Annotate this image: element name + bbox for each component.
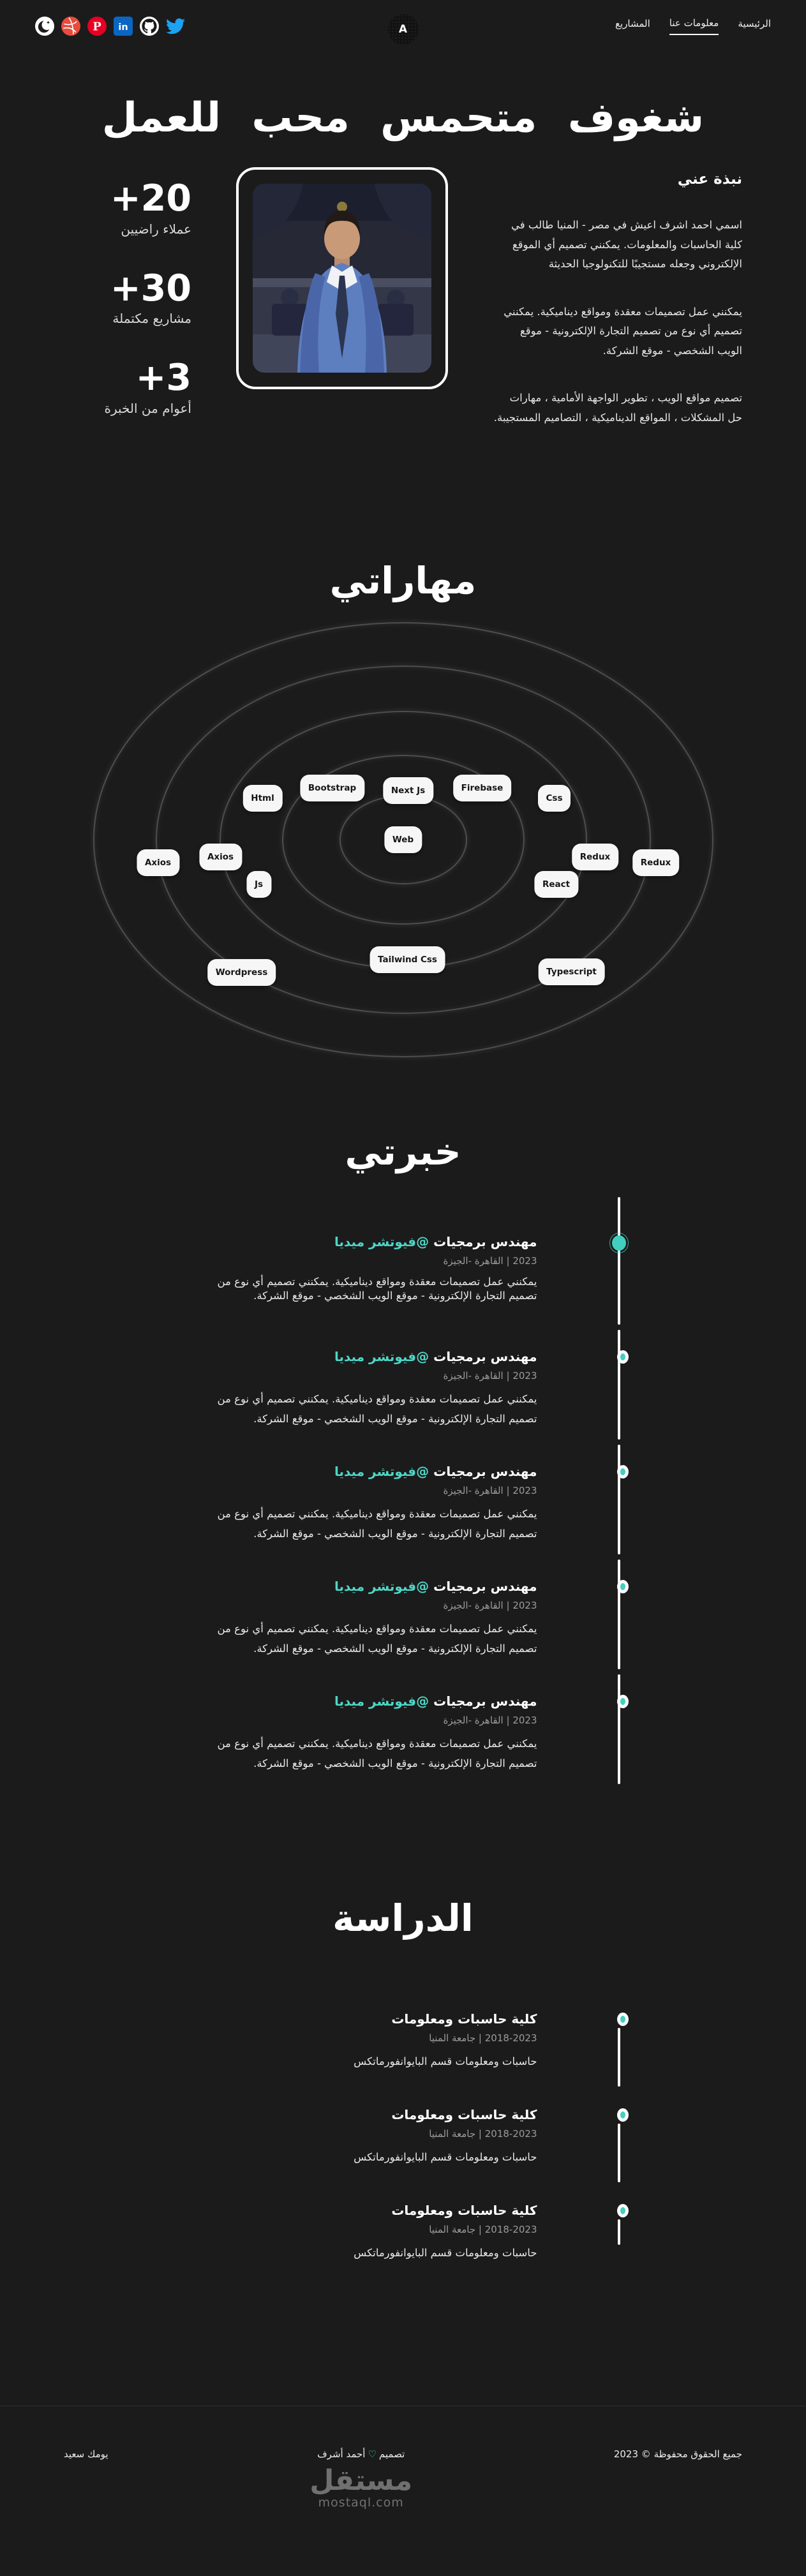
github-icon[interactable] (140, 17, 159, 36)
timeline-line (618, 1560, 620, 1669)
profile-photo-card (236, 167, 448, 389)
copyright-text: جميع الحقوق محفوظة © 2023 (613, 2448, 742, 2461)
skill-tag-typescript[interactable]: Typescript (538, 958, 605, 985)
timeline-line (618, 2028, 620, 2087)
experience-entry-title: مهندس برمجيات @فيوتشر ميديا (334, 1234, 537, 1250)
experience-entry-description: يمكنني عمل تصميمات معقدة ومواقع ديناميكية. يمكنني تصميم أي نوع من تصميم التجارة الإلكترونية - موقع الويب الشخصي - موقع الشركة. (217, 1623, 537, 1655)
experience-entry-title: مهندس برمجيات @فيوتشر ميديا (334, 1694, 537, 1709)
skill-tag-axios[interactable]: Axios (199, 844, 242, 870)
education-entry-description: حاسبات ومعلومات قسم البايوانفورماتكس (354, 2151, 537, 2164)
stat-label: مشاريع مكتملة (112, 311, 191, 327)
experience-entry-meta: 2023 | القاهرة -الجيزة (443, 1370, 537, 1382)
stats-column (64, 179, 191, 448)
skill-tag-web[interactable]: Web (384, 826, 422, 853)
stat-value: 30+ (110, 267, 191, 309)
about-title: نبذة عني (677, 171, 742, 188)
education-entry-description: حاسبات ومعلومات قسم البايوانفورماتكس (354, 2055, 537, 2068)
skill-tag-tailwind[interactable]: Tailwind Css (369, 946, 445, 973)
about-paragraph: اسمي احمد اشرف اعيش في مصر - المنيا طالب في كلية الحاسبات والمعلومات. يمكنني تصميم أي الموقع الإلكتروني وجعله مستجيبًا للتكنولوجيا الحديثة (511, 219, 742, 271)
timeline-line (618, 1445, 620, 1554)
timeline-dot (617, 1465, 629, 1478)
skill-tag-axios[interactable]: Axios (137, 849, 179, 876)
social-links (35, 17, 185, 36)
mostaql-watermark (310, 2466, 412, 2510)
stat-value: 20+ (110, 177, 191, 220)
svg-text:P: P (93, 20, 101, 34)
footer (0, 2406, 806, 2535)
main-nav (615, 17, 771, 35)
experience-entry (116, 1234, 690, 1349)
skill-tag-js[interactable]: Js (246, 871, 271, 898)
experience-entry (116, 1579, 690, 1694)
skill-tag-wordpress[interactable]: Wordpress (207, 959, 276, 986)
profile-photo (253, 184, 431, 373)
skills-orbit (65, 618, 742, 1064)
timeline-dot (617, 1350, 629, 1364)
heart-icon: ♡ (368, 2448, 377, 2461)
experience-title: خبرتي (345, 1130, 461, 1174)
experience-entry-meta: 2023 | القاهرة -الجيزة (443, 1600, 537, 1612)
avatar[interactable]: A (388, 14, 419, 45)
mostaql-domain: mostaql.com (318, 2496, 404, 2510)
skill-tag-redux[interactable]: Redux (572, 844, 619, 870)
experience-entry-description: يمكنني عمل تصميمات معقدة ومواقع ديناميكية. يمكنني تصميم أي نوع من تصميم التجارة الإلكترونية - موقع الويب الشخصي - موقع الشركة. (217, 1508, 537, 1540)
stat-label: عملاء راضيين (121, 221, 191, 237)
education-entry-meta: 2018-2023 | جامعة المنيا (429, 2224, 537, 2236)
skill-tag-redux[interactable]: Redux (632, 849, 680, 876)
timeline-dot (617, 2013, 629, 2026)
experience-entry (116, 1349, 690, 1464)
svg-text:in: in (118, 22, 128, 33)
timeline-dot (617, 2204, 629, 2217)
education-entry-title: كلية حاسبات ومعلومات (391, 2203, 537, 2219)
about-paragraph: يمكنني عمل تصميمات معقدة ومواقع ديناميكية. يمكنني تصميم أي نوع من تصميم التجارة الإلكترونية - موقع الويب الشخصي - موقع الشركة. (504, 305, 742, 357)
linkedin-icon[interactable] (114, 17, 133, 36)
experience-entry-title: مهندس برمجيات @فيوتشر ميديا (334, 1349, 537, 1365)
stat-clients (64, 179, 191, 237)
education-entry-meta: 2018-2023 | جامعة المنيا (429, 2032, 537, 2044)
credit-text: تصميم♡أحمد أشرف (317, 2448, 405, 2461)
about-section (492, 167, 742, 456)
stat-projects (64, 269, 191, 327)
experience-entry-title: مهندس برمجيات @فيوتشر ميديا (334, 1579, 537, 1595)
twitter-icon[interactable] (166, 17, 185, 36)
education-timeline (116, 2011, 690, 2298)
pinterest-icon[interactable] (87, 17, 107, 36)
header (0, 0, 806, 36)
nav-about[interactable]: معلومات عنا (669, 17, 719, 35)
mostaql-logo: مستقل (310, 2464, 413, 2498)
stat-label: أعوام من الخبرة (104, 401, 191, 417)
experience-entry-meta: 2023 | القاهرة -الجيزة (443, 1715, 537, 1727)
timeline-line (618, 2219, 620, 2245)
stat-experience (64, 358, 191, 416)
timeline-dot (612, 1235, 626, 1251)
education-entry (116, 2107, 690, 2203)
experience-entry-description: يمكنني عمل تصميمات معقدة ومواقع ديناميكية. يمكنني تصميم أي نوع من تصميم التجارة الإلكترونية - موقع الويب الشخصي - موقع الشركة. (217, 1738, 537, 1769)
skill-tag-nextjs[interactable]: Next Js (383, 777, 433, 804)
hero-row (0, 167, 806, 456)
theme-toggle-moon-icon[interactable] (35, 17, 54, 36)
hero-headline: شغوف متحمس محب للعمل (101, 94, 705, 142)
footer-center (310, 2448, 412, 2510)
about-paragraph: تصميم مواقع الويب ، تطوير الواجهة الأمامية ، مهارات حل المشكلات ، المواقع الديناميكية ، التصاميم المستجيبة. (493, 392, 742, 424)
timeline-line (618, 1674, 620, 1784)
timeline-line (618, 1197, 620, 1325)
education-entry-description: حاسبات ومعلومات قسم البايوانفورماتكس (354, 2247, 537, 2260)
skill-tag-html[interactable]: Html (243, 785, 282, 812)
education-entry (116, 2011, 690, 2107)
skill-tag-firebase[interactable]: Firebase (453, 775, 512, 801)
education-entry (116, 2203, 690, 2298)
experience-entry-meta: 2023 | القاهرة -الجيزة (443, 1255, 537, 1267)
education-entry-title: كلية حاسبات ومعلومات (391, 2011, 537, 2027)
education-title: الدراسة (332, 1896, 474, 1940)
stat-value: 3+ (135, 357, 191, 399)
timeline-dot (617, 1695, 629, 1708)
nav-projects[interactable]: المشاريع (615, 18, 650, 29)
timeline-line (618, 1330, 620, 1440)
experience-entry (116, 1694, 690, 1808)
experience-entry-description: يمكنني عمل تصميمات معقدة ومواقع ديناميكية. يمكنني تصميم أي نوع من تصميم التجارة الإلكترونية - موقع الويب الشخصي - موقع الشركة. (217, 1276, 537, 1302)
experience-entry-title: مهندس برمجيات @فيوتشر ميديا (334, 1464, 537, 1480)
experience-entry (116, 1464, 690, 1579)
greeting-text: يومك سعيد (64, 2448, 108, 2461)
experience-entry-description: يمكنني عمل تصميمات معقدة ومواقع ديناميكية. يمكنني تصميم أي نوع من تصميم التجارة الإلكترونية - موقع الويب الشخصي - موقع الشركة. (217, 1393, 537, 1425)
skill-tag-react[interactable]: React (534, 871, 578, 898)
skill-tag-bootstrap[interactable]: Bootstrap (300, 775, 364, 801)
skills-title: مهاراتي (329, 559, 477, 603)
education-entry-meta: 2018-2023 | جامعة المنيا (429, 2128, 537, 2140)
nav-home[interactable]: الرئيسية (738, 18, 771, 29)
education-entry-title: كلية حاسبات ومعلومات (391, 2107, 537, 2123)
timeline-dot (617, 1580, 629, 1593)
experience-entry-meta: 2023 | القاهرة -الجيزة (443, 1485, 537, 1497)
timeline-dot (617, 2108, 629, 2122)
dribbble-icon[interactable] (61, 17, 80, 36)
skill-tag-css[interactable]: Css (538, 785, 571, 812)
timeline-line (618, 2124, 620, 2182)
experience-timeline (116, 1234, 690, 1808)
